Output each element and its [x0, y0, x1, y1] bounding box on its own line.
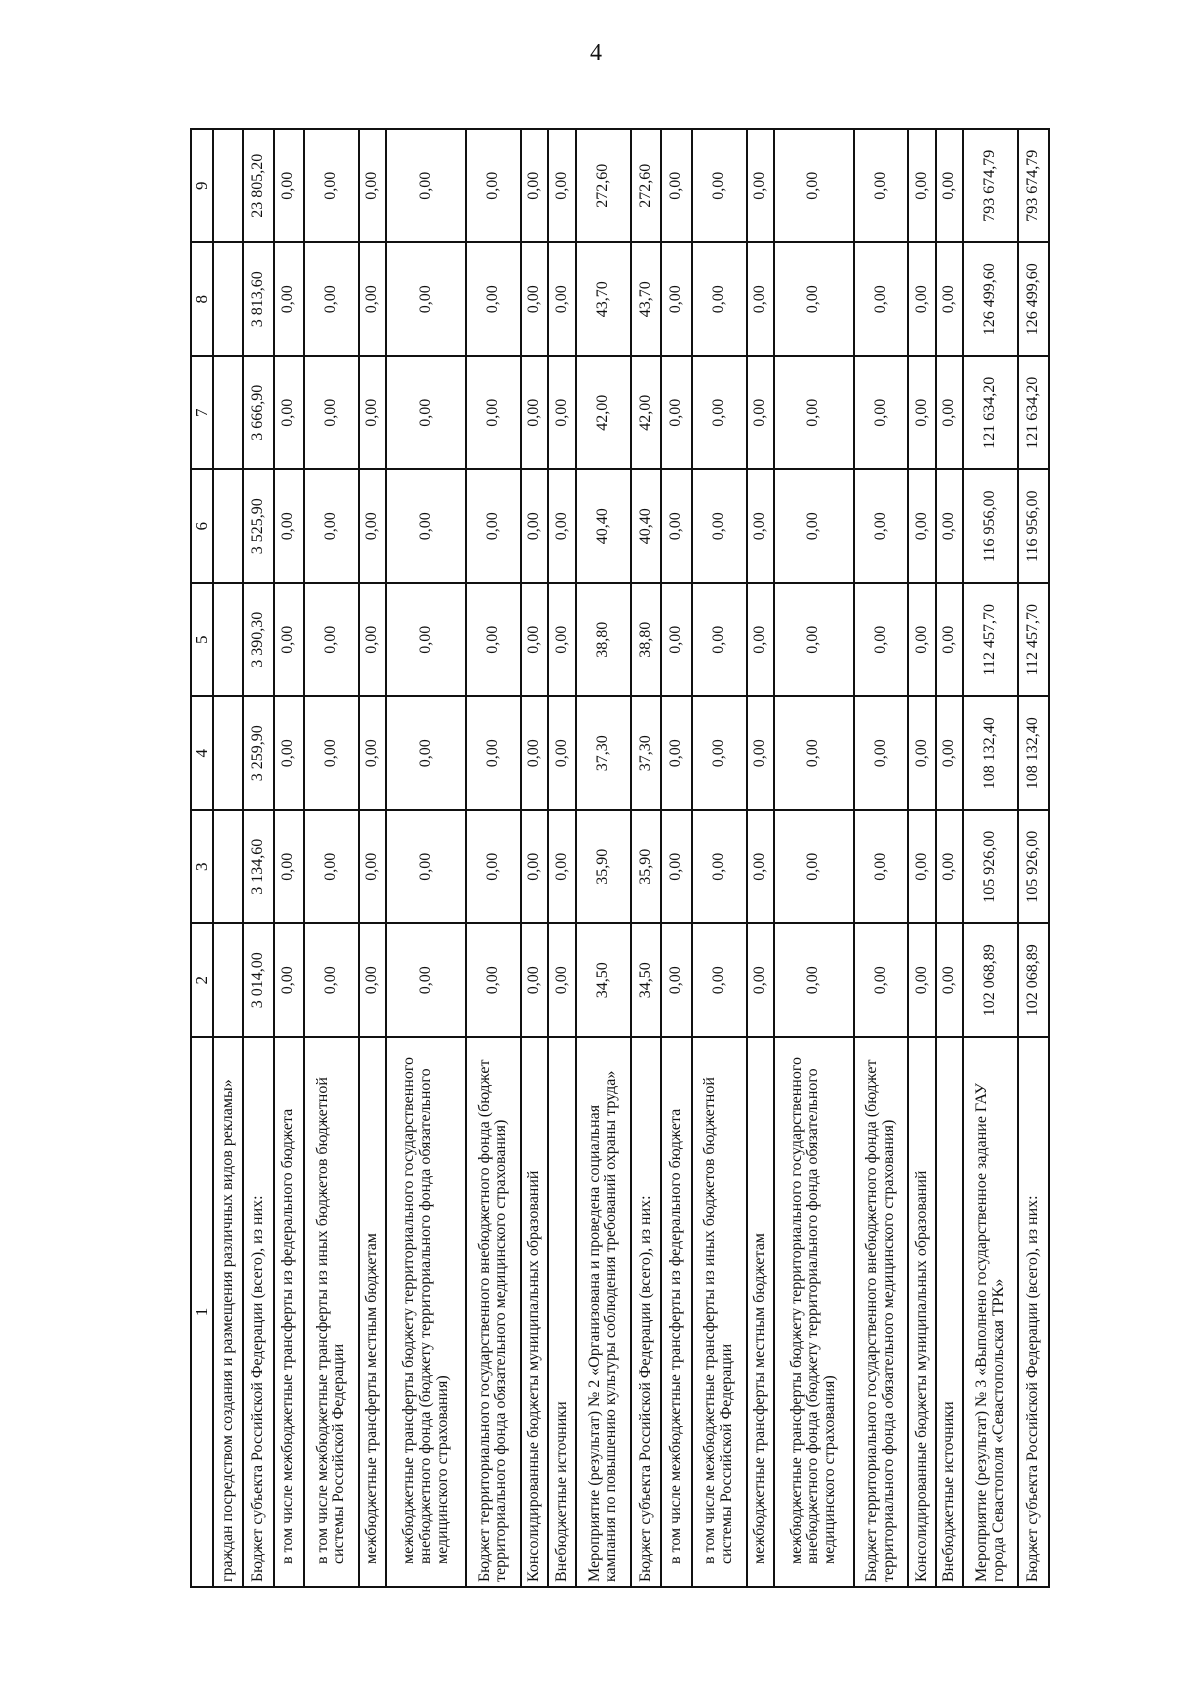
value-cell: 112 457,70	[963, 583, 1018, 697]
value-cell: 0,00	[386, 810, 466, 924]
value-cell: 43,70	[576, 243, 631, 357]
table-container	[190, 130, 1050, 1588]
value-cell: 0,00	[747, 129, 774, 243]
value-cell: 0,00	[774, 243, 854, 357]
row-label: Внебюджетные источники	[548, 1037, 575, 1587]
value-cell: 0,00	[386, 583, 466, 697]
table-row	[1018, 129, 1049, 1587]
value-cell	[213, 810, 243, 924]
value-cell: 0,00	[908, 129, 935, 243]
value-cell: 0,00	[774, 470, 854, 584]
table-row	[963, 129, 1018, 1587]
value-cell: 42,00	[576, 356, 631, 470]
column-header: 6	[191, 470, 213, 584]
value-cell: 102 068,89	[1018, 924, 1049, 1038]
value-cell: 3 134,60	[243, 810, 273, 924]
value-cell: 0,00	[274, 129, 304, 243]
value-cell: 272,60	[576, 129, 631, 243]
row-label: Консолидированные бюджеты муниципальных образований	[908, 1037, 935, 1587]
table-row	[274, 129, 304, 1587]
column-header: 1	[191, 1037, 213, 1587]
value-cell: 0,00	[854, 924, 909, 1038]
value-cell: 0,00	[661, 243, 691, 357]
value-cell: 43,70	[631, 243, 661, 357]
row-label: в том числе межбюджетные трансферты из федерального бюджета	[661, 1037, 691, 1587]
value-cell: 272,60	[631, 129, 661, 243]
value-cell: 0,00	[304, 583, 359, 697]
value-cell: 0,00	[661, 810, 691, 924]
value-cell: 121 634,20	[963, 356, 1018, 470]
value-cell: 0,00	[359, 810, 386, 924]
value-cell	[213, 470, 243, 584]
value-cell: 0,00	[908, 810, 935, 924]
value-cell: 0,00	[747, 810, 774, 924]
value-cell: 0,00	[359, 129, 386, 243]
value-cell: 0,00	[466, 470, 521, 584]
value-cell: 0,00	[747, 697, 774, 811]
value-cell: 23 805,20	[243, 129, 273, 243]
value-cell: 0,00	[908, 583, 935, 697]
value-cell: 0,00	[692, 697, 747, 811]
value-cell: 0,00	[548, 356, 575, 470]
value-cell: 0,00	[854, 129, 909, 243]
value-cell: 0,00	[304, 470, 359, 584]
value-cell: 0,00	[521, 583, 548, 697]
value-cell: 0,00	[521, 924, 548, 1038]
value-cell	[213, 129, 243, 243]
value-cell: 3 390,30	[243, 583, 273, 697]
value-cell: 0,00	[747, 583, 774, 697]
header-row	[191, 129, 213, 1587]
value-cell: 0,00	[521, 243, 548, 357]
value-cell: 0,00	[466, 583, 521, 697]
table-row	[631, 129, 661, 1587]
value-cell: 0,00	[936, 356, 963, 470]
value-cell: 0,00	[747, 356, 774, 470]
value-cell: 0,00	[304, 243, 359, 357]
table-row	[936, 129, 963, 1587]
value-cell: 0,00	[274, 924, 304, 1038]
value-cell: 0,00	[908, 697, 935, 811]
value-cell: 126 499,60	[963, 243, 1018, 357]
value-cell: 0,00	[274, 810, 304, 924]
value-cell: 0,00	[692, 243, 747, 357]
value-cell: 0,00	[854, 697, 909, 811]
value-cell: 0,00	[304, 810, 359, 924]
value-cell: 0,00	[692, 129, 747, 243]
value-cell: 40,40	[576, 470, 631, 584]
table-row	[548, 129, 575, 1587]
value-cell: 0,00	[692, 810, 747, 924]
value-cell	[213, 356, 243, 470]
value-cell: 0,00	[386, 924, 466, 1038]
value-cell: 0,00	[854, 356, 909, 470]
value-cell: 0,00	[359, 243, 386, 357]
value-cell: 0,00	[466, 129, 521, 243]
row-label: Бюджет субъекта Российской Федерации (всего), из них:	[1018, 1037, 1049, 1587]
value-cell: 0,00	[774, 810, 854, 924]
table-row	[908, 129, 935, 1587]
value-cell: 0,00	[747, 470, 774, 584]
column-header: 3	[191, 810, 213, 924]
value-cell: 0,00	[936, 470, 963, 584]
value-cell: 0,00	[548, 697, 575, 811]
table-row	[854, 129, 909, 1587]
value-cell: 0,00	[692, 356, 747, 470]
value-cell: 0,00	[908, 243, 935, 357]
value-cell: 0,00	[854, 810, 909, 924]
column-header: 4	[191, 697, 213, 811]
row-label: в том числе межбюджетные трансферты из федерального бюджета	[274, 1037, 304, 1587]
column-header: 9	[191, 129, 213, 243]
table-row	[359, 129, 386, 1587]
table-row	[466, 129, 521, 1587]
column-header: 7	[191, 356, 213, 470]
value-cell: 0,00	[548, 470, 575, 584]
value-cell: 0,00	[747, 924, 774, 1038]
value-cell: 0,00	[548, 129, 575, 243]
row-label: межбюджетные трансферты бюджету территориального государственного внебюджетного фонда (бюджету территориального фонда обязательного медицинского страхования)	[386, 1037, 466, 1587]
value-cell: 0,00	[274, 243, 304, 357]
value-cell: 0,00	[274, 583, 304, 697]
row-label: Бюджет субъекта Российской Федерации (всего), из них:	[243, 1037, 273, 1587]
value-cell: 0,00	[359, 470, 386, 584]
value-cell: 0,00	[466, 356, 521, 470]
value-cell	[213, 697, 243, 811]
value-cell	[213, 924, 243, 1038]
row-label: межбюджетные трансферты местным бюджетам	[747, 1037, 774, 1587]
value-cell: 0,00	[359, 583, 386, 697]
value-cell: 0,00	[466, 243, 521, 357]
value-cell: 40,40	[631, 470, 661, 584]
value-cell: 0,00	[936, 810, 963, 924]
value-cell: 0,00	[936, 583, 963, 697]
value-cell: 0,00	[692, 924, 747, 1038]
row-label: межбюджетные трансферты местным бюджетам	[359, 1037, 386, 1587]
value-cell: 38,80	[576, 583, 631, 697]
value-cell: 0,00	[359, 697, 386, 811]
table-row	[747, 129, 774, 1587]
value-cell: 3 259,90	[243, 697, 273, 811]
column-header: 2	[191, 924, 213, 1038]
row-label: Внебюджетные источники	[936, 1037, 963, 1587]
value-cell: 0,00	[359, 356, 386, 470]
value-cell: 0,00	[548, 810, 575, 924]
value-cell	[213, 243, 243, 357]
value-cell: 0,00	[774, 697, 854, 811]
value-cell: 0,00	[274, 356, 304, 470]
value-cell: 0,00	[274, 697, 304, 811]
value-cell: 0,00	[304, 924, 359, 1038]
value-cell: 105 926,00	[1018, 810, 1049, 924]
value-cell: 0,00	[386, 243, 466, 357]
value-cell: 0,00	[386, 697, 466, 811]
row-label: граждан посредством создания и размещения различных видов рекламы»	[213, 1037, 243, 1587]
row-label: в том числе межбюджетные трансферты из иных бюджетов бюджетной системы Российской Федерации	[692, 1037, 747, 1587]
value-cell: 0,00	[661, 924, 691, 1038]
row-label: межбюджетные трансферты бюджету территориального государственного внебюджетного фонда (бюджету территориального фонда обязательного медицинского страхования)	[774, 1037, 854, 1587]
value-cell: 0,00	[692, 470, 747, 584]
row-label: Консолидированные бюджеты муниципальных образований	[521, 1037, 548, 1587]
row-label: в том числе межбюджетные трансферты из иных бюджетов бюджетной системы Российской Федерации	[304, 1037, 359, 1587]
value-cell: 0,00	[304, 356, 359, 470]
value-cell: 0,00	[548, 583, 575, 697]
value-cell: 0,00	[854, 583, 909, 697]
value-cell: 793 674,79	[1018, 129, 1049, 243]
value-cell: 0,00	[774, 583, 854, 697]
value-cell: 0,00	[548, 243, 575, 357]
table-body	[213, 129, 1049, 1587]
value-cell: 0,00	[274, 470, 304, 584]
value-cell: 0,00	[661, 129, 691, 243]
value-cell: 116 956,00	[963, 470, 1018, 584]
value-cell: 0,00	[661, 583, 691, 697]
value-cell: 0,00	[661, 356, 691, 470]
value-cell: 0,00	[521, 810, 548, 924]
value-cell: 0,00	[304, 697, 359, 811]
value-cell: 0,00	[692, 583, 747, 697]
column-header: 8	[191, 243, 213, 357]
value-cell: 126 499,60	[1018, 243, 1049, 357]
table-row	[692, 129, 747, 1587]
value-cell: 0,00	[854, 470, 909, 584]
value-cell: 0,00	[386, 470, 466, 584]
value-cell: 0,00	[359, 924, 386, 1038]
value-cell: 793 674,79	[963, 129, 1018, 243]
value-cell: 108 132,40	[1018, 697, 1049, 811]
value-cell: 0,00	[466, 924, 521, 1038]
table-row	[774, 129, 854, 1587]
value-cell: 3 525,90	[243, 470, 273, 584]
value-cell: 34,50	[576, 924, 631, 1038]
table-row	[213, 129, 243, 1587]
value-cell: 0,00	[661, 470, 691, 584]
page-number: 4	[590, 40, 602, 66]
table-row	[521, 129, 548, 1587]
row-label: Мероприятие (результат) № 2 «Организована и проведена социальная кампания по повышению культуры соблюдения требований охраны труда»	[576, 1037, 631, 1587]
value-cell: 3 014,00	[243, 924, 273, 1038]
value-cell: 0,00	[908, 356, 935, 470]
table-row	[304, 129, 359, 1587]
table-row	[661, 129, 691, 1587]
row-label: Мероприятие (результат) № 3 «Выполнено государственное задание ГАУ города Севастополя «Севастопольская ТРК»	[963, 1037, 1018, 1587]
value-cell: 0,00	[774, 356, 854, 470]
row-label: Бюджет территориального государственного внебюджетного фонда (бюджет территориального фонда обязательного медицинского страхования)	[466, 1037, 521, 1587]
value-cell: 108 132,40	[963, 697, 1018, 811]
table-row	[576, 129, 631, 1587]
value-cell: 0,00	[774, 924, 854, 1038]
value-cell: 0,00	[386, 129, 466, 243]
value-cell: 35,90	[576, 810, 631, 924]
value-cell: 0,00	[304, 129, 359, 243]
value-cell: 42,00	[631, 356, 661, 470]
value-cell: 0,00	[747, 243, 774, 357]
value-cell: 0,00	[466, 697, 521, 811]
value-cell: 0,00	[521, 356, 548, 470]
value-cell: 0,00	[936, 129, 963, 243]
value-cell: 0,00	[521, 470, 548, 584]
row-label: Бюджет территориального государственного внебюджетного фонда (бюджет территориального фонда обязательного медицинского страхования)	[854, 1037, 909, 1587]
value-cell: 35,90	[631, 810, 661, 924]
value-cell: 0,00	[936, 697, 963, 811]
value-cell: 0,00	[908, 924, 935, 1038]
value-cell: 0,00	[521, 697, 548, 811]
value-cell: 0,00	[548, 924, 575, 1038]
value-cell: 3 813,60	[243, 243, 273, 357]
value-cell: 38,80	[631, 583, 661, 697]
value-cell: 0,00	[854, 243, 909, 357]
value-cell: 0,00	[908, 470, 935, 584]
value-cell: 37,30	[631, 697, 661, 811]
value-cell: 0,00	[936, 924, 963, 1038]
value-cell	[213, 583, 243, 697]
value-cell: 3 666,90	[243, 356, 273, 470]
value-cell: 0,00	[466, 810, 521, 924]
value-cell: 121 634,20	[1018, 356, 1049, 470]
table-row	[386, 129, 466, 1587]
value-cell: 0,00	[936, 243, 963, 357]
value-cell: 0,00	[661, 697, 691, 811]
table-row	[243, 129, 273, 1587]
value-cell: 0,00	[774, 129, 854, 243]
value-cell: 0,00	[521, 129, 548, 243]
value-cell: 116 956,00	[1018, 470, 1049, 584]
budget-table	[190, 128, 1050, 1588]
value-cell: 37,30	[576, 697, 631, 811]
value-cell: 105 926,00	[963, 810, 1018, 924]
value-cell: 112 457,70	[1018, 583, 1049, 697]
value-cell: 34,50	[631, 924, 661, 1038]
value-cell: 0,00	[386, 356, 466, 470]
value-cell: 102 068,89	[963, 924, 1018, 1038]
row-label: Бюджет субъекта Российской Федерации (всего), из них:	[631, 1037, 661, 1587]
column-header: 5	[191, 583, 213, 697]
